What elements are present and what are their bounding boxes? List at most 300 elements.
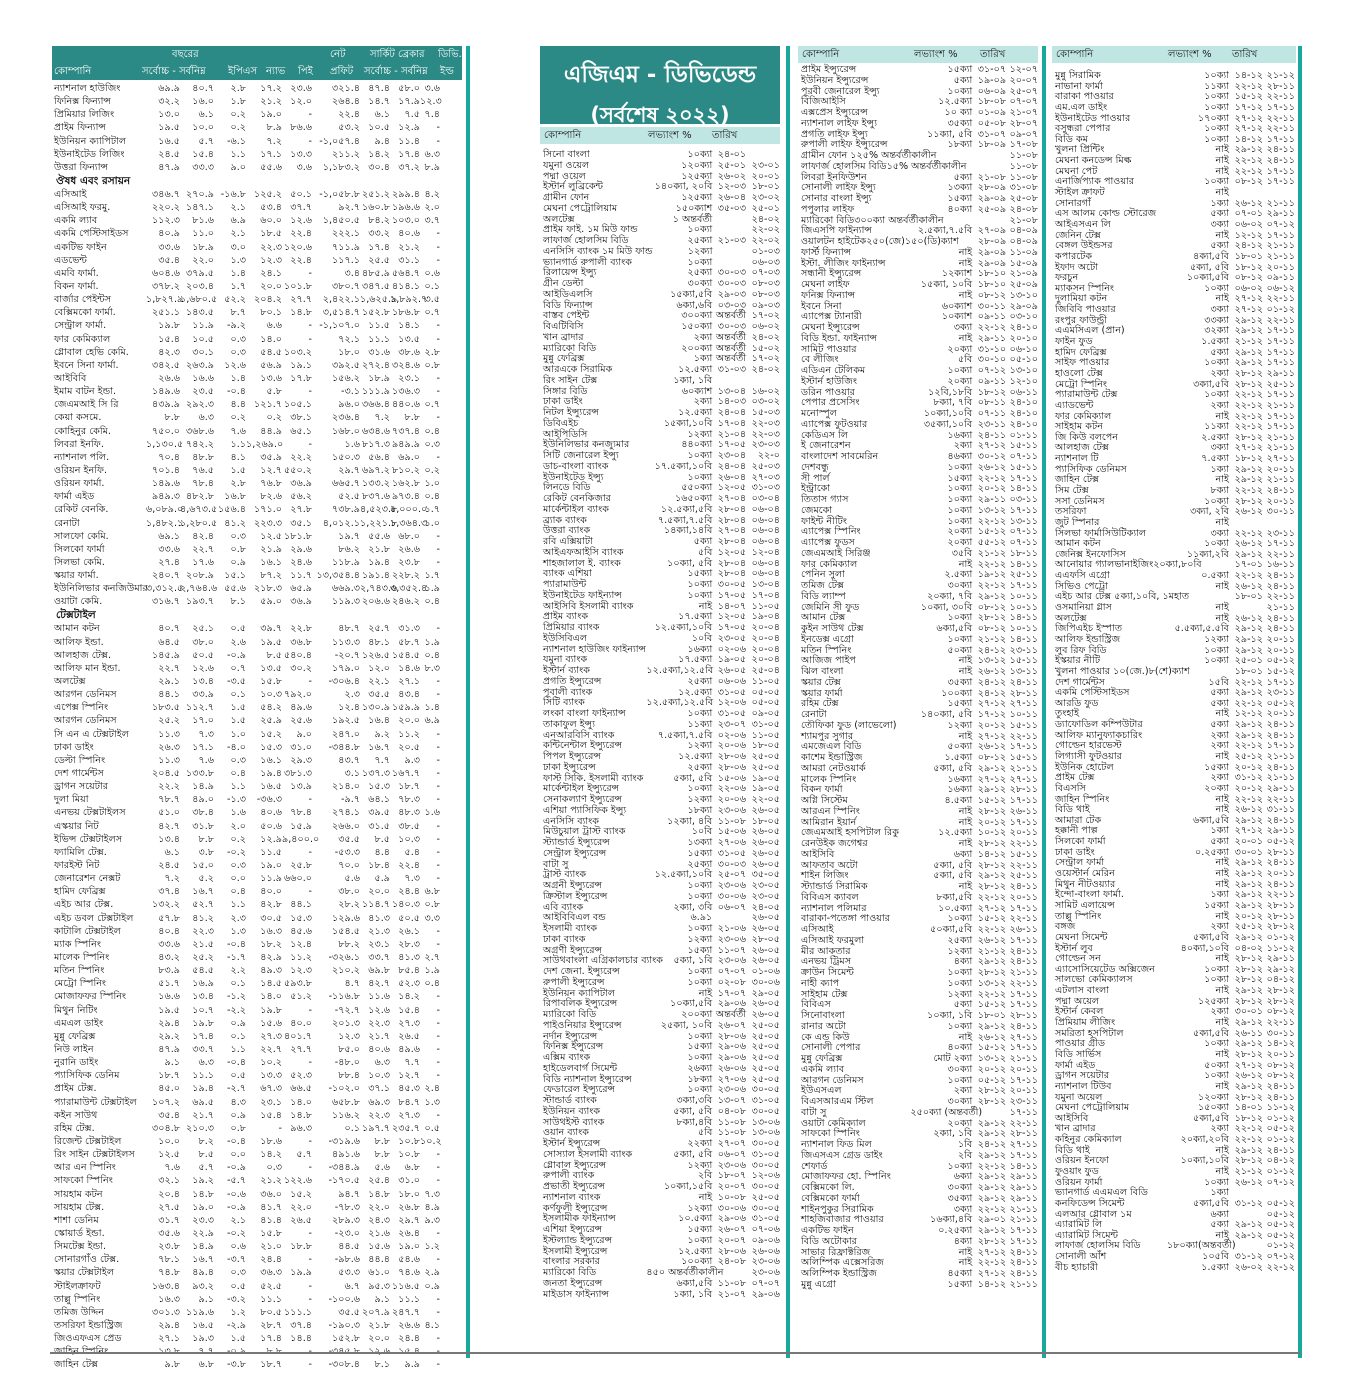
stat-cell: ১৩.৫ <box>260 662 282 674</box>
dividend-pct: ১৭.৫ক্যা <box>678 654 713 666</box>
stat-cell: ২৫.৪ <box>368 1175 390 1187</box>
agm-date: ২৮-০৪ <box>717 568 747 580</box>
record-date: ২৮-১২ <box>1266 921 1295 933</box>
stat-cell: ১৮.৭ <box>398 781 420 793</box>
dividend-pct: ৩০ক্যা <box>947 1096 973 1107</box>
dividend-pct: ১০ক্যা <box>687 890 713 902</box>
company-name: প্রাইম টেক্স. <box>54 1083 97 1095</box>
agm-date: ৩০-০৩ <box>717 321 747 332</box>
stat-cell: ৩১.৮ <box>192 820 214 832</box>
stat-cell: ১৯.৪ <box>192 1083 214 1095</box>
stat-cell: ৭.৫ <box>404 109 420 121</box>
agm-date: ২৯-১২ <box>1234 623 1263 635</box>
dividend-pct: নাই <box>958 816 973 828</box>
record-date: ২২-০২ <box>751 224 780 236</box>
company-name: সসা ডেনিমস <box>1055 495 1105 507</box>
stat-cell: ৭.২ <box>266 135 282 147</box>
dividend-pct: ১০ক্যা <box>687 224 713 236</box>
record-date: ২৯-১১ <box>1009 1182 1038 1193</box>
stat-cell: ৪৩৯.৯ <box>152 399 180 411</box>
record-date: ১৩-১১ <box>1009 515 1038 527</box>
record-date: ০৬-০৩ <box>751 256 780 268</box>
agm-date: ৩১-১২ <box>1234 1251 1263 1263</box>
stat-cell: -৩.২ <box>227 1293 246 1305</box>
stat-cell: ১৬.৫ <box>192 1319 214 1331</box>
company-name: সায়হাম টেক্স. <box>54 1201 105 1213</box>
stat-cell: ১২.৯ <box>260 833 282 845</box>
agm-date: ২৮-০৯ <box>977 182 1007 194</box>
agm-date: ২৮-১২ <box>1234 1091 1263 1103</box>
record-date: ২৪-১১ <box>1266 570 1295 582</box>
company-name: স্কয়ার ফার্মা. <box>54 570 99 582</box>
record-date <box>746 376 780 387</box>
record-date: ২২-১২ <box>1266 1261 1295 1273</box>
company-name: প্রাইম ইন্স্যুরেন্স <box>801 64 857 75</box>
stat-cell: ২৫.৭ <box>368 623 390 635</box>
company-name: ম্যাক স্পিনিং <box>54 938 102 950</box>
stat-cell: ১১.১ <box>398 1293 420 1305</box>
agm-date: ২২-১২ <box>1234 1134 1263 1146</box>
record-date: ০৮-১২ <box>1266 1070 1295 1082</box>
record-date: ১৭-১১ <box>1009 816 1038 828</box>
record-date: ১৯-০৫ <box>751 772 780 784</box>
stat-cell: ৭৫০.০ <box>152 425 180 437</box>
table-row <box>52 1280 462 1293</box>
stat-cell: ৪৯.০ <box>192 794 214 806</box>
table-row <box>52 108 462 121</box>
agm-date: ২৬-১২ <box>977 741 1007 753</box>
dividend-pct: ১২.৫ক্যা <box>938 827 973 839</box>
agm-date: ২২-১২ <box>1234 676 1263 688</box>
company-name: এসিআই <box>801 924 834 935</box>
company-name: রানার অটো <box>801 1020 847 1032</box>
agm-date: ৩১-০৫ <box>717 708 747 719</box>
stat-cell: ১০.০ <box>192 122 214 134</box>
record-date: ২৬-০৫ <box>751 858 780 870</box>
agm-date: ২৪-১২ <box>977 644 1007 656</box>
stat-cell: ২২.০ <box>290 1201 312 1213</box>
stat-cell: ১৫.৮ <box>260 676 282 688</box>
company-name: পিপল ইন্স্যুরেন্স <box>543 751 601 762</box>
dividend-row <box>798 1065 1038 1076</box>
agm-date: ০৯-১১ <box>977 311 1007 323</box>
stat-cell: ২০.০ <box>398 715 420 727</box>
stat-cell: ২৭.১ <box>398 676 420 688</box>
stat-cell: ৪৫.৬ <box>290 925 312 937</box>
dividend-pct: ৫ক্যা,৫বি <box>1193 931 1229 943</box>
record-date: ১৭-১১ <box>1266 389 1295 401</box>
record-date: ০৮-১২ <box>1266 1059 1295 1071</box>
dividend-pct: ২ক্যা <box>1210 1123 1229 1135</box>
dividend-pct: ১০ক্যা <box>1204 123 1229 135</box>
stat-cell: ৩৩.৬ <box>158 241 180 253</box>
record-date: ২৪-১১ <box>1009 945 1038 957</box>
stat-cell: ১৩.৬ <box>260 372 282 384</box>
dividend-row <box>798 549 1038 560</box>
stat-cell: ১০.৮ <box>398 1149 420 1161</box>
dividend-pct: ১২ক্যা <box>687 1202 713 1214</box>
dividend-pct: নাই <box>1215 410 1229 422</box>
dividend-row <box>798 721 1038 732</box>
agm-date: ২৫-০১ <box>1234 655 1263 667</box>
stat-cell: ৪,০১২.১ <box>322 517 360 529</box>
agm-date: ২৮-১২ <box>977 881 1007 892</box>
dividend-pct: ১০.৫ক্যা <box>938 902 973 914</box>
company-name: ফার কেমিক্যাল <box>1055 410 1112 422</box>
stat-cell: - <box>308 1280 312 1292</box>
stat-cell: - <box>308 886 312 898</box>
stat-cell: ১৭.৪ <box>398 148 420 160</box>
company-name: জেনিন টেক্স <box>1055 229 1101 241</box>
stat-cell: - <box>436 1306 440 1318</box>
stat-cell: ৩৭৮.২ <box>152 280 180 292</box>
record-date: ২৫-০৫ <box>751 1019 780 1031</box>
record-date: ২৭-১১ <box>1009 773 1038 785</box>
stat-cell: ১১.২ <box>290 952 312 963</box>
agm-date: ২৬-১২ <box>977 461 1007 473</box>
record-date: ১৫-১১ <box>1009 440 1038 452</box>
dividend-row <box>798 1151 1038 1162</box>
stat-cell: ১১.৩ <box>158 754 180 766</box>
record-date: ২০-১১ <box>1266 708 1295 720</box>
stat-cell: - <box>308 1227 312 1239</box>
stat-cell: ১৮.৭ <box>158 1070 180 1082</box>
stat-cell: ২.০ <box>230 820 246 832</box>
stat-cell: ১০.২ <box>420 1135 442 1147</box>
stat-cell: ০.৮ <box>424 899 440 911</box>
company-name: এ্যারামিট লি <box>1055 1219 1103 1231</box>
stat-cell: ১৯.৮ <box>192 1017 214 1029</box>
stat-cell: ১.৫ <box>230 715 246 727</box>
stat-cell: - <box>436 135 440 147</box>
stat-cell: -৩০৬.৪ <box>328 676 360 688</box>
table-row <box>52 833 462 846</box>
agm-date: ২৭-১২ <box>977 902 1007 914</box>
company-name: সিটি জেনারেল ইন্স্যু <box>543 450 619 461</box>
dividend-pct: ৩ক্যা <box>1210 442 1229 454</box>
stat-cell: ১৫৪.৫ <box>332 925 360 937</box>
company-name: অলিম্পিক এক্সেসরিজ <box>801 1257 884 1269</box>
dividend-row <box>540 892 780 903</box>
agm-date: ১৪-১২ <box>977 1278 1007 1290</box>
agm-date: ০৮-১২ <box>977 623 1007 634</box>
record-date: ২৩-০২ <box>751 192 780 203</box>
stat-cell: - <box>308 438 312 450</box>
company-name: নিউ লাইন <box>54 1043 94 1055</box>
stat-cell: ১৫.৮ <box>260 1227 282 1239</box>
stat-cell: ৯.২ <box>374 728 390 740</box>
stat-cell: ২৭৪.১ <box>332 807 360 819</box>
stat-cell: ৩৫.৬ <box>158 1227 180 1239</box>
agm-date: ২৩-০৬ <box>717 933 747 945</box>
table-row <box>52 254 462 267</box>
stat-cell: ৪৯.৬ <box>398 1043 420 1055</box>
agm-date: ২২-১২ <box>977 472 1007 484</box>
agm-date: ১২-১২ <box>1234 708 1263 720</box>
dividend-pct: ১০ক্যা <box>687 880 713 891</box>
stat-cell: ২১০.২ <box>332 965 360 977</box>
stat-cell: ১১.৪ <box>398 135 420 147</box>
company-name: মুন্নু এগ্রো <box>801 1278 836 1290</box>
stat-cell: -১,০৫৭.৪ <box>319 135 360 147</box>
col2-company-h: কোম্পানি <box>802 49 840 60</box>
company-name: তাকাফুল ইন্স্যু <box>543 718 596 730</box>
dividend-pct: ৪৫ক্যা <box>947 1268 973 1279</box>
agm-date: ২৯-১২ <box>977 956 1007 968</box>
stat-cell: ২৭.৪ <box>158 556 180 568</box>
company-name: ডিবিএইচ <box>543 417 579 429</box>
dividend-row <box>540 333 780 344</box>
dividend-pct: নাই <box>1215 580 1229 592</box>
record-date: ২৪-১১ <box>1266 580 1295 592</box>
record-date: ১৭-১১ <box>1266 165 1295 177</box>
stat-cell: - <box>308 135 312 147</box>
stat-cell: ৭৪২.২ <box>186 438 214 450</box>
dividend-pct: ২বি <box>957 1149 973 1161</box>
company-name: একমি পেস্টিসাইডস <box>54 228 129 240</box>
agm-date: ২২-০৬ <box>717 783 747 795</box>
stat-cell: ৪৮২.৮ <box>186 491 214 503</box>
record-date: ২৮-১১ <box>1266 80 1295 92</box>
stat-cell: ৫৪.৫ <box>192 965 214 977</box>
record-date: ২১-১২ <box>1266 70 1295 81</box>
record-date: ১৭-০৪ <box>751 589 780 601</box>
company-name: লংকা বাংলা ফাইন্যান্স <box>543 708 626 719</box>
record-date: ০৩-০২ <box>751 396 780 408</box>
company-name: ব্র্যাক ব্যাংক <box>543 514 587 526</box>
stat-cell: ১০৩.০ <box>392 215 420 227</box>
stat-cell: ১৫.৯ <box>290 820 312 832</box>
dividend-pct: নাই <box>1215 878 1229 890</box>
agm-date: ২৫-০১ <box>717 159 747 171</box>
company-name: বঙ্গজ <box>1055 921 1076 933</box>
agm-date: ২৩-০৬ <box>717 1159 747 1171</box>
section-heading: টেক্সটাইল <box>56 609 96 622</box>
stat-cell: ৮.১ <box>230 596 246 608</box>
agm-date <box>713 247 747 258</box>
stat-cell: ১,৮৯২.৭ <box>390 294 428 306</box>
table-row <box>52 556 462 569</box>
agm-date: ২২-১২ <box>1234 410 1263 422</box>
stat-cell: ৮১৭.৩ <box>362 438 390 450</box>
stat-cell: ১২.৪ <box>338 702 360 714</box>
company-name: ইউএসএল <box>801 1085 842 1097</box>
stat-cell: ৮৪.২ <box>368 215 390 227</box>
dividend-pct: ১২.৫ক্যা,১০বি <box>654 869 713 881</box>
stat-cell: ৫.২ <box>198 873 214 885</box>
agm-date: ২৮-১২ <box>977 805 1007 817</box>
agm-date: ০৪-০২ <box>1234 942 1263 954</box>
table-row <box>52 688 462 701</box>
agm-date: ২৯-০৩ <box>717 288 747 300</box>
dividend-pct: ৫ক্যা <box>953 74 973 86</box>
company-name: তাল্লু স্পিনিং <box>1055 910 1102 922</box>
dividend-pct: ৫ক্যা, ৫বি <box>673 1105 713 1117</box>
agm-date: ২৬-১২ <box>1234 580 1263 592</box>
dividend-pct: ৫ক্যা <box>693 536 713 547</box>
dividend-pct: ১৫ক্যা <box>947 472 973 484</box>
dividend-row <box>798 334 1038 345</box>
stat-cell: ১৬.৭ <box>192 1254 214 1266</box>
stat-cell: ১,২৮০.৫ <box>180 517 218 529</box>
agm-date: ০১-০৯ <box>977 107 1007 118</box>
dividend-pct: ৩৩ক্যা <box>1204 314 1229 326</box>
stat-cell: - <box>436 530 440 542</box>
dividend-row <box>540 763 780 774</box>
agm-date: ২৭-১২ <box>1234 112 1263 124</box>
stat-cell: - <box>436 1293 440 1305</box>
dividend-pct: ৩৫ক্যা <box>947 117 973 129</box>
company-name: রিজেন্ট টেক্সটাইল <box>54 1135 122 1147</box>
stat-cell: ২৯.৭ <box>398 1214 420 1226</box>
agm-date: ৩০-০৩ <box>717 267 747 279</box>
stat-cell: ৭.৬ <box>230 425 246 437</box>
agm-date: ৩০-১২ <box>977 451 1007 462</box>
company-name: খান ব্রাদার <box>543 331 584 343</box>
stat-cell: ২১.৮ <box>368 1319 390 1331</box>
stat-cell: ১.১ <box>230 899 246 911</box>
company-name: পেপার প্রসেসিং <box>801 397 860 409</box>
stat-cell: -০.৯ <box>227 1162 246 1174</box>
company-name: প্যারামাউন্ট টেক্স <box>1055 389 1118 401</box>
company-name: এ্যারামিট সিমেন্ট <box>1055 1229 1119 1241</box>
record-date: ২৮-১১ <box>1009 1128 1038 1140</box>
stat-cell: ২৪.১ <box>260 267 282 279</box>
record-date: ২০-০৪ <box>751 643 780 655</box>
dividend-row <box>540 1150 780 1161</box>
company-name: জাহিন টেক্স <box>1055 474 1100 486</box>
record-date: ২৬-০৫ <box>751 847 780 859</box>
agm-date: ১৯-০৫ <box>717 654 747 666</box>
company-name: প্রাইম টেক্স <box>1055 772 1095 784</box>
table-row <box>52 121 462 134</box>
dividend-row <box>798 119 1038 130</box>
table-row <box>52 319 462 332</box>
agm-date: ৩০-০৬ <box>717 890 747 902</box>
stat-cell: ৪১.২ <box>192 912 214 924</box>
stat-cell: ১৯২.৫ <box>332 715 360 727</box>
company-name: প্রাইম ফাই. ১ম মিউ ফান্ড <box>543 224 638 236</box>
stat-cell: ৮.৫ <box>374 833 390 845</box>
stat-cell: ৬৯.৯ <box>158 83 180 94</box>
stat-cell: ৩৩.৭ <box>192 1043 214 1055</box>
agm-date: ৩০-০৩ <box>717 278 747 289</box>
company-name: বার্জার পেইন্টস <box>54 294 112 306</box>
company-name: কাশেম ইন্ডাস্ট্রিজ <box>801 752 863 763</box>
company-name: তাল্লু স্পিনিং <box>54 1293 101 1305</box>
stat-cell: ২৪৭.৭ <box>392 1306 420 1318</box>
stat-cell: ১৮.৬ <box>260 1135 282 1147</box>
company-name: সিটি ব্যাংক <box>543 697 585 709</box>
stat-cell: ১.০ <box>230 728 246 740</box>
table-row <box>52 1253 462 1266</box>
company-name: ফার্মা এইড <box>1055 1059 1096 1071</box>
agm-date: ২৪-১২ <box>977 1139 1007 1150</box>
agm-date: ২৮-০৪ <box>717 536 747 547</box>
dividend-row <box>540 1236 780 1247</box>
agm-date: ২৮-০৯ <box>977 236 1007 247</box>
stat-cell: ১৫.৬ <box>368 1241 390 1253</box>
stat-cell: ৫০.৫ <box>192 649 214 661</box>
stat-cell: ৬.৬ <box>266 320 282 332</box>
dividend-col1 <box>540 127 780 1352</box>
dividend-pct: ১০৫বি <box>1202 1251 1229 1263</box>
record-date: ০৩-১১ <box>1009 494 1038 505</box>
dividend-pct: ৫ক্যা <box>953 999 973 1011</box>
stat-cell: ৪৩.২ <box>158 952 180 963</box>
stat-cell: ৩২.২ <box>158 96 180 108</box>
company-name: রংপুর ফাউন্ড্রী <box>1055 314 1108 326</box>
dividend-pct: ৫ক্যা, ৫বি <box>933 870 973 882</box>
agm-date: ৩০-০১ <box>1234 846 1263 858</box>
dividend-pct: ২৫ক্যা, ১০বি <box>660 1019 713 1031</box>
dividend-pct: ৭.৫ক্যা,৭.৫বি <box>657 729 713 741</box>
dividend-col2-body <box>798 63 1038 1291</box>
company-name: ঢাকা ডাইং <box>54 741 94 753</box>
company-name: ড্রাগন সয়েটার <box>1055 1070 1110 1082</box>
company-name: ইউনাইটেড লিজিং <box>54 148 125 160</box>
record-date: ৩১-০৩ <box>751 482 780 494</box>
dividend-pct: ৫ক্যা, ৫বি <box>933 762 973 774</box>
stat-cell: ১১.৬ <box>368 991 390 1003</box>
stat-cell: ৬.৭ <box>344 1280 360 1292</box>
agm-date: ১৭-০৫ <box>717 439 747 451</box>
company-name: সাউথবাংলা এগ্রিকালচার ব্যাংক <box>543 955 663 967</box>
stat-cell: ১১৮.৯ <box>332 556 360 568</box>
dividend-pct: ১০ক্যা <box>1204 1038 1229 1050</box>
stat-cell: ০.৪ <box>230 886 246 898</box>
stat-cell: - <box>436 728 440 740</box>
agm-date <box>972 1108 1006 1119</box>
dividend-pct: ১২ক্যা <box>687 245 713 257</box>
stat-cell: - <box>436 781 440 793</box>
stat-cell: ২২৩.৩ <box>253 517 282 529</box>
record-date: ২১-১১ <box>1266 431 1295 443</box>
record-date: ২৪-১১ <box>1266 484 1295 496</box>
company-name: আলহাজ টেক্স. <box>54 649 112 661</box>
company-name: সেন্ট্রাল ফার্মা <box>1055 857 1105 869</box>
dividend-pct: ১৫ক্যা,১০বি <box>663 417 713 429</box>
dividend-pct: ১৬৫০ক্যা <box>675 493 713 504</box>
company-name: লিবরা ইনফি. <box>54 438 104 450</box>
company-name: হাইডেলবার্গ সিমেন্ট <box>543 1062 618 1074</box>
stat-cell: - <box>436 451 440 463</box>
stat-cell: ৩৬৬.৪ <box>362 399 390 411</box>
record-date: ০৯-০৭ <box>1009 128 1038 140</box>
dividend-pct: ১৫ক্যা <box>687 944 713 956</box>
stat-cell: ৯৭৩.৪ <box>392 491 420 503</box>
dividend-pct: ২ক্যা, ১বি <box>933 1128 973 1140</box>
stat-cell: ১৪০.৩ <box>392 899 420 911</box>
table-row <box>52 201 462 214</box>
stat-cell: ৪১.৭ <box>260 1201 282 1213</box>
table-row <box>52 1056 462 1069</box>
record-date: ২৫-০৫ <box>751 1030 780 1042</box>
stat-cell: ০.৪ <box>424 649 440 661</box>
agm-date: ৩১-০৭ <box>977 128 1007 140</box>
company-name: এম.এল ডাইং <box>1055 101 1108 113</box>
record-date: ৩০-০৫ <box>751 1181 780 1192</box>
dividend-pct: ৩ক্যা <box>1210 304 1229 316</box>
agm-date: ২৯-১২ <box>977 870 1007 882</box>
stat-cell: - <box>436 938 440 950</box>
stat-cell: ১১.৯ <box>192 320 214 332</box>
table-row <box>52 1188 462 1201</box>
stat-cell: - <box>436 1227 440 1239</box>
stat-cell: - <box>436 333 440 345</box>
stat-cell: ১৮.০ <box>338 346 360 358</box>
stat-cell: -৩১৯.৬ <box>328 1135 360 1147</box>
